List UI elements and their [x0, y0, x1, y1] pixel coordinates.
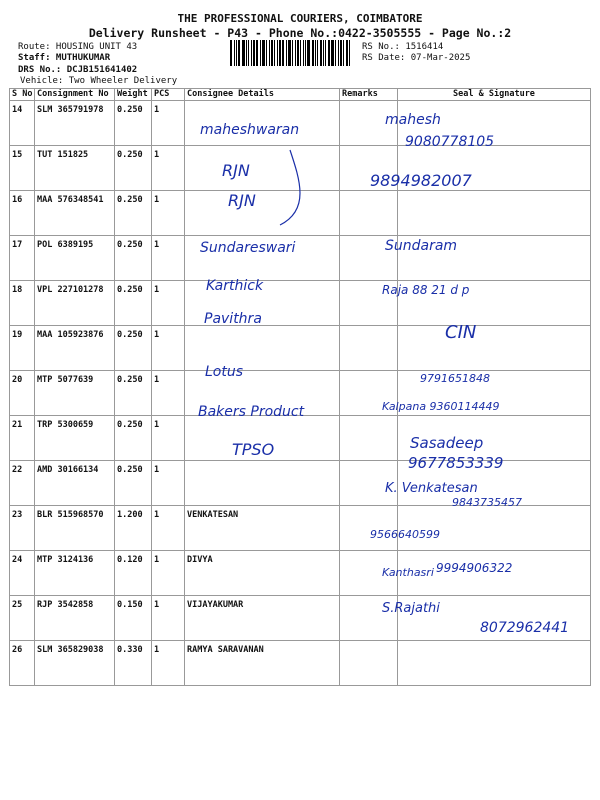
- cell-weight: 0.250: [115, 236, 152, 281]
- cell-sno: 17: [10, 236, 35, 281]
- cell-weight: 0.250: [115, 371, 152, 416]
- cell-consignee: VIJAYAKUMAR: [185, 596, 340, 641]
- cell-pcs: 1: [152, 281, 185, 326]
- rs-no-label: RS No.: 1516414: [362, 42, 444, 52]
- cell-pcs: 1: [152, 551, 185, 596]
- handwritten-signature: S.Rajathi: [382, 601, 440, 616]
- cell-consignment: BLR 515968570: [35, 506, 115, 551]
- staff-label: Staff: MUTHUKUMAR: [18, 53, 111, 63]
- cell-pcs: 1: [152, 236, 185, 281]
- cell-sno: 15: [10, 146, 35, 191]
- company-title: THE PROFESSIONAL COURIERS, COIMBATORE: [177, 12, 423, 25]
- cell-weight: 0.250: [115, 146, 152, 191]
- cell-sno: 16: [10, 191, 35, 236]
- cell-consignment: MAA 576348541: [35, 191, 115, 236]
- handwritten-signature: 9791651848: [420, 372, 490, 385]
- handwritten-name: Karthick: [206, 278, 264, 294]
- handwritten-signature: Raja 88 21 d p: [382, 283, 470, 297]
- handwritten-stroke: [280, 150, 300, 225]
- cell-pcs: 1: [152, 146, 185, 191]
- cell-consignment: VPL 227101278: [35, 281, 115, 326]
- cell-sno: 25: [10, 596, 35, 641]
- cell-pcs: 1: [152, 596, 185, 641]
- col-consignment: Consignment No: [35, 89, 115, 101]
- cell-pcs: 1: [152, 641, 185, 686]
- cell-pcs: 1: [152, 326, 185, 371]
- cell-consignment: MTP 3124136: [35, 551, 115, 596]
- cell-weight: 0.150: [115, 596, 152, 641]
- col-remarks: Remarks: [340, 89, 398, 101]
- handwritten-signature: 9894982007: [370, 171, 472, 190]
- handwritten-signature: Sasadeep: [410, 434, 484, 452]
- cell-weight: 0.120: [115, 551, 152, 596]
- col-signature: Seal & Signature: [398, 89, 591, 101]
- cell-consignee: DIVYA: [185, 551, 340, 596]
- handwritten-phone: 9994906322: [436, 561, 513, 575]
- cell-weight: 0.250: [115, 281, 152, 326]
- drs-label: DRS No.: DCJB151641402: [18, 65, 138, 75]
- cell-pcs: 1: [152, 101, 185, 146]
- cell-consignment: SLM 365829038: [35, 641, 115, 686]
- cell-sno: 24: [10, 551, 35, 596]
- cell-consignment: MAA 105923876: [35, 326, 115, 371]
- cell-consignment: TRP 5300659: [35, 416, 115, 461]
- handwritten-signature: mahesh: [385, 112, 441, 128]
- cell-consignee: VENKATESAN: [185, 506, 340, 551]
- handwritten-phone: 8072962441: [480, 620, 570, 636]
- cell-pcs: 1: [152, 506, 185, 551]
- handwritten-signature: CIN: [445, 322, 477, 343]
- handwritten-phone: 9843735457: [452, 496, 522, 509]
- rs-date-label: RS Date: 07-Mar-2025: [362, 53, 471, 63]
- col-sno: S No: [10, 89, 35, 101]
- handwritten-name: RJN: [228, 191, 256, 210]
- cell-weight: 1.200: [115, 506, 152, 551]
- handwritten-name: Sundareswari: [200, 240, 296, 256]
- cell-pcs: 1: [152, 416, 185, 461]
- cell-weight: 0.250: [115, 416, 152, 461]
- handwritten-name: maheshwaran: [200, 122, 300, 138]
- handwritten-name: Bakers Product: [198, 404, 305, 420]
- cell-pcs: 1: [152, 461, 185, 506]
- cell-sno: 14: [10, 101, 35, 146]
- handwritten-signature: K. Venkatesan: [385, 481, 478, 496]
- handwritten-name: RJN: [222, 161, 250, 180]
- cell-sno: 18: [10, 281, 35, 326]
- vehicle-label: Vehicle: Two Wheeler Delivery: [20, 76, 178, 86]
- handwritten-phone: 9677853339: [408, 454, 504, 472]
- col-consignee: Consignee Details: [185, 89, 340, 101]
- col-weight: Weight: [115, 89, 152, 101]
- cell-sno: 20: [10, 371, 35, 416]
- handwritten-phone: 9080778105: [405, 134, 495, 150]
- handwritten-name: Lotus: [205, 364, 244, 380]
- handwritten-signature: 9566640599: [370, 528, 440, 541]
- handwritten-name: TPSO: [232, 440, 275, 459]
- col-pcs: PCS: [152, 89, 185, 101]
- cell-weight: 0.330: [115, 641, 152, 686]
- cell-consignment: POL 6389195: [35, 236, 115, 281]
- handwritten-signature: Kalpana 9360114449: [382, 400, 500, 413]
- cell-sno: 22: [10, 461, 35, 506]
- cell-weight: 0.250: [115, 101, 152, 146]
- handwritten-signature: Kanthasri: [382, 566, 434, 579]
- cell-consignment: MTP 5077639: [35, 371, 115, 416]
- handwritten-name: Pavithra: [204, 311, 262, 327]
- runsheet-subtitle: Delivery Runsheet - P43 - Phone No.:0422-3505555 - Page No.:2: [88, 26, 512, 40]
- cell-consignment: SLM 365791978: [35, 101, 115, 146]
- cell-consignment: RJP 3542858: [35, 596, 115, 641]
- cell-pcs: 1: [152, 191, 185, 236]
- cell-sno: 26: [10, 641, 35, 686]
- cell-weight: 0.250: [115, 326, 152, 371]
- cell-consignment: AMD 30166134: [35, 461, 115, 506]
- route-label: Route: HOUSING UNIT 43: [18, 42, 138, 52]
- cell-weight: 0.250: [115, 461, 152, 506]
- cell-weight: 0.250: [115, 191, 152, 236]
- cell-consignment: TUT 151825: [35, 146, 115, 191]
- cell-sno: 19: [10, 326, 35, 371]
- cell-sno: 21: [10, 416, 35, 461]
- cell-consignee: RAMYA SARAVANAN: [185, 641, 340, 686]
- cell-sno: 23: [10, 506, 35, 551]
- handwritten-signature: Sundaram: [385, 238, 458, 254]
- cell-pcs: 1: [152, 371, 185, 416]
